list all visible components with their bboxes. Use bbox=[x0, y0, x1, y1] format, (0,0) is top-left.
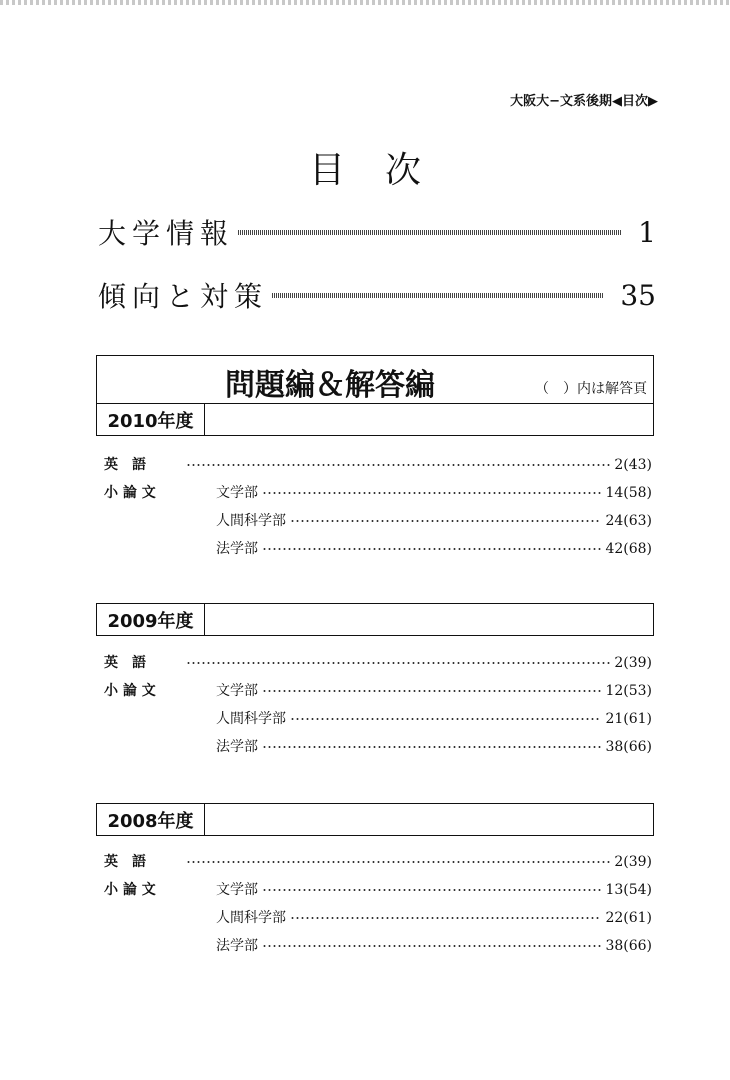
year-header-2010 bbox=[96, 403, 654, 436]
page-ref: 2(43) bbox=[614, 457, 652, 473]
year-label: 2009年度 bbox=[97, 604, 205, 635]
dept-label: 文学部 bbox=[216, 882, 258, 898]
toc-line[interactable] bbox=[104, 482, 652, 504]
page-ref: 22(61) bbox=[605, 910, 652, 926]
page-ref: 38(66) bbox=[605, 739, 652, 755]
leader-dots bbox=[238, 230, 622, 235]
toc-line[interactable] bbox=[104, 851, 652, 873]
page-ref: 24(63) bbox=[605, 513, 652, 529]
toc-line[interactable] bbox=[104, 935, 652, 957]
section-title: 問題編＆解答編 bbox=[225, 368, 435, 403]
leader-dots bbox=[262, 889, 601, 891]
leader-dots bbox=[272, 293, 604, 298]
leader-dots bbox=[186, 662, 610, 664]
page-ref: 14(58) bbox=[605, 485, 652, 501]
toc-line[interactable] bbox=[104, 736, 652, 758]
leader-dots bbox=[290, 718, 601, 720]
toc-line[interactable] bbox=[104, 652, 652, 674]
dept-label: 法学部 bbox=[216, 739, 258, 755]
subject-label: 英 語 bbox=[104, 457, 146, 473]
leader-dots bbox=[262, 746, 601, 748]
page-ref: 12(53) bbox=[605, 683, 652, 699]
year-header-2008 bbox=[96, 803, 654, 836]
dept-label: 人間科学部 bbox=[216, 513, 286, 529]
dept-label: 法学部 bbox=[216, 938, 258, 954]
subject-label: 小 論 文 bbox=[104, 485, 156, 501]
subject-label: 小 論 文 bbox=[104, 882, 156, 898]
dept-label: 文学部 bbox=[216, 683, 258, 699]
toc-line[interactable] bbox=[104, 907, 652, 929]
leader-dots bbox=[290, 520, 601, 522]
toc-line[interactable] bbox=[104, 510, 652, 532]
toc-entry-trends[interactable] bbox=[98, 275, 656, 315]
page-ref: 38(66) bbox=[605, 938, 652, 954]
toc-entry-university-info[interactable] bbox=[98, 212, 656, 252]
toc-line[interactable] bbox=[104, 879, 652, 901]
leader-dots bbox=[290, 917, 601, 919]
year-label: 2010年度 bbox=[97, 404, 205, 435]
subject-label: 英 語 bbox=[104, 655, 146, 671]
page-title: 目次 bbox=[308, 150, 461, 191]
section-note: （ ）内は解答頁 bbox=[535, 381, 647, 397]
leader-dots bbox=[186, 861, 610, 863]
dept-label: 文学部 bbox=[216, 485, 258, 501]
toc-line[interactable] bbox=[104, 454, 652, 476]
year-header-2009 bbox=[96, 603, 654, 636]
toc-line[interactable] bbox=[104, 680, 652, 702]
toc-line[interactable] bbox=[104, 708, 652, 730]
page-ref: 2(39) bbox=[614, 854, 652, 870]
dept-label: 人間科学部 bbox=[216, 910, 286, 926]
dept-label: 人間科学部 bbox=[216, 711, 286, 727]
subject-label: 小 論 文 bbox=[104, 683, 156, 699]
toc-entry-page: 1 bbox=[638, 215, 656, 249]
toc-entry-label: 傾向と対策 bbox=[98, 280, 269, 313]
dept-label: 法学部 bbox=[216, 541, 258, 557]
toc-line[interactable] bbox=[104, 538, 652, 560]
page-ref: 42(68) bbox=[605, 541, 652, 557]
leader-dots bbox=[186, 464, 610, 466]
leader-dots bbox=[262, 492, 601, 494]
leader-dots bbox=[262, 548, 601, 550]
toc-entry-page: 35 bbox=[620, 278, 656, 312]
running-header: 大阪大−文系後期◀目次▶ bbox=[510, 94, 658, 109]
page-ref: 2(39) bbox=[614, 655, 652, 671]
page-ref: 13(54) bbox=[605, 882, 652, 898]
leader-dots bbox=[262, 945, 601, 947]
year-label: 2008年度 bbox=[97, 804, 205, 835]
toc-entry-label: 大学情報 bbox=[98, 217, 235, 250]
subject-label: 英 語 bbox=[104, 854, 146, 870]
section-banner bbox=[96, 355, 654, 403]
leader-dots bbox=[262, 690, 601, 692]
page-ref: 21(61) bbox=[605, 711, 652, 727]
scan-edge-artifact bbox=[0, 0, 730, 5]
